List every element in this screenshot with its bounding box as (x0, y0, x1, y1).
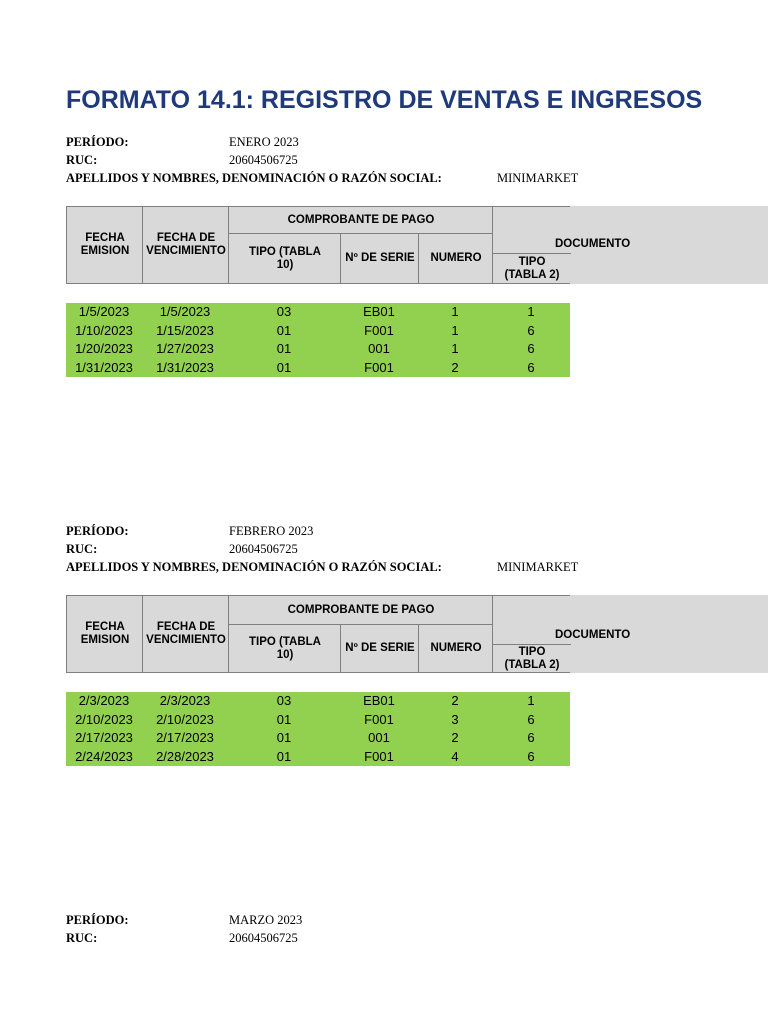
header-numero: NUMERO (430, 252, 482, 264)
razon-value: MINIMARKET (497, 560, 579, 574)
numero-cell: 2 (451, 730, 459, 745)
fecha-emision-cell: 1/10/2023 (75, 322, 133, 338)
serie-cell: F001 (364, 322, 394, 338)
tipo-doc-cell: 6 (527, 341, 535, 356)
fecha-emision-cell: 1/31/2023 (75, 359, 133, 375)
table-header-enero (66, 206, 631, 284)
tipo-doc-cell: 6 (527, 748, 535, 764)
fecha-emision-cell: 1/20/2023 (75, 341, 133, 356)
table-body-febrero (66, 692, 570, 766)
tipo-doc-cell: 6 (527, 730, 535, 745)
table-row (66, 340, 570, 359)
fecha-emision-cell: 2/17/2023 (75, 730, 133, 745)
tipo-cell: 01 (276, 711, 292, 727)
tipo-cell: 01 (276, 359, 292, 375)
numero-cell: 1 (451, 304, 459, 319)
serie-cell: 001 (368, 730, 390, 745)
fecha-vencimiento-cell: 2/10/2023 (156, 711, 214, 727)
table-row (66, 359, 570, 378)
ruc-label: RUC: (66, 153, 98, 167)
numero-cell: 2 (451, 359, 459, 375)
ruc-value: 20604506725 (229, 153, 298, 167)
serie-cell: F001 (364, 748, 394, 764)
header-serie: Nº DE SERIE (345, 252, 415, 264)
periodo-value: FEBRERO 2023 (229, 524, 314, 538)
numero-cell: 1 (451, 341, 459, 356)
numero-cell: 3 (451, 711, 459, 727)
header-tipo: TIPO (TABLA 10) (249, 245, 321, 271)
header-documento: DOCUMENTO (555, 628, 631, 641)
fecha-emision-cell: 2/10/2023 (75, 711, 133, 727)
periodo-label: PERÍODO: (66, 913, 129, 927)
tipo-doc-cell: 6 (527, 359, 535, 375)
header-tipo-doc: TIPO (TABLA 2) (504, 255, 560, 281)
razon-value: MINIMARKET (497, 171, 579, 185)
tipo-cell: 03 (276, 304, 292, 319)
header-fecha-emision: FECHA EMISION (80, 621, 130, 646)
table-row (66, 729, 570, 748)
tipo-cell: 01 (276, 748, 292, 764)
table-row (66, 748, 570, 767)
tipo-doc-cell: 6 (527, 711, 535, 727)
serie-cell: 001 (368, 341, 390, 356)
header-numero: NUMERO (430, 642, 482, 654)
razon-label: APELLIDOS Y NOMBRES, DENOMINACIÓN O RAZÓN SOCIAL: (66, 560, 442, 574)
ruc-label: RUC: (66, 931, 98, 945)
tipo-doc-cell: 1 (527, 693, 535, 708)
table-row (66, 711, 570, 730)
periodo-value: ENERO 2023 (229, 135, 299, 149)
fecha-vencimiento-cell: 2/3/2023 (159, 693, 211, 708)
tipo-cell: 03 (276, 693, 292, 708)
ruc-label: RUC: (66, 542, 98, 556)
fecha-vencimiento-cell: 2/17/2023 (156, 730, 214, 745)
table-row (66, 692, 570, 711)
numero-cell: 1 (451, 322, 459, 338)
fecha-vencimiento-cell: 1/27/2023 (156, 341, 214, 356)
razon-label: APELLIDOS Y NOMBRES, DENOMINACIÓN O RAZÓN SOCIAL: (66, 171, 442, 185)
numero-cell: 2 (451, 693, 459, 708)
header-fecha-vencimiento: FECHA DE VENCIMIENTO (146, 232, 226, 257)
section-meta-febrero (66, 522, 579, 576)
header-fecha-emision: FECHA EMISION (80, 232, 130, 257)
header-comprobante: COMPROBANTE DE PAGO (287, 214, 435, 226)
header-comprobante: COMPROBANTE DE PAGO (287, 604, 435, 616)
header-tipo-doc: TIPO (TABLA 2) (504, 645, 560, 671)
header-fecha-vencimiento: FECHA DE VENCIMIENTO (146, 621, 226, 646)
ruc-value: 20604506725 (229, 931, 298, 945)
tipo-cell: 01 (276, 322, 292, 338)
tipo-cell: 01 (276, 730, 292, 745)
fecha-vencimiento-cell: 1/15/2023 (156, 322, 214, 338)
numero-cell: 4 (451, 748, 459, 764)
table-row (66, 322, 570, 341)
table-row (66, 303, 570, 322)
fecha-emision-cell: 2/24/2023 (75, 748, 133, 764)
serie-cell: EB01 (363, 304, 395, 319)
serie-cell: F001 (364, 711, 394, 727)
periodo-label: PERÍODO: (66, 135, 129, 149)
fecha-vencimiento-cell: 1/31/2023 (156, 359, 214, 375)
table-body-enero (66, 303, 570, 377)
header-tipo: TIPO (TABLA 10) (249, 635, 321, 661)
fecha-vencimiento-cell: 2/28/2023 (156, 748, 214, 764)
section-meta-enero (66, 133, 579, 187)
header-serie: Nº DE SERIE (345, 642, 415, 654)
tipo-cell: 01 (276, 341, 292, 356)
page-title: FORMATO 14.1: REGISTRO DE VENTAS E INGRESOS (66, 86, 703, 114)
header-documento: DOCUMENTO (555, 237, 631, 250)
fecha-emision-cell: 2/3/2023 (78, 693, 130, 708)
fecha-emision-cell: 1/5/2023 (78, 304, 130, 319)
table-header-febrero (66, 595, 631, 673)
serie-cell: EB01 (363, 693, 395, 708)
ruc-value: 20604506725 (229, 542, 298, 556)
periodo-label: PERÍODO: (66, 524, 129, 538)
tipo-doc-cell: 6 (527, 322, 535, 338)
periodo-value: MARZO 2023 (229, 913, 303, 927)
tipo-doc-cell: 1 (527, 304, 535, 319)
section-meta-marzo (66, 911, 570, 947)
fecha-vencimiento-cell: 1/5/2023 (159, 304, 211, 319)
serie-cell: F001 (364, 359, 394, 375)
